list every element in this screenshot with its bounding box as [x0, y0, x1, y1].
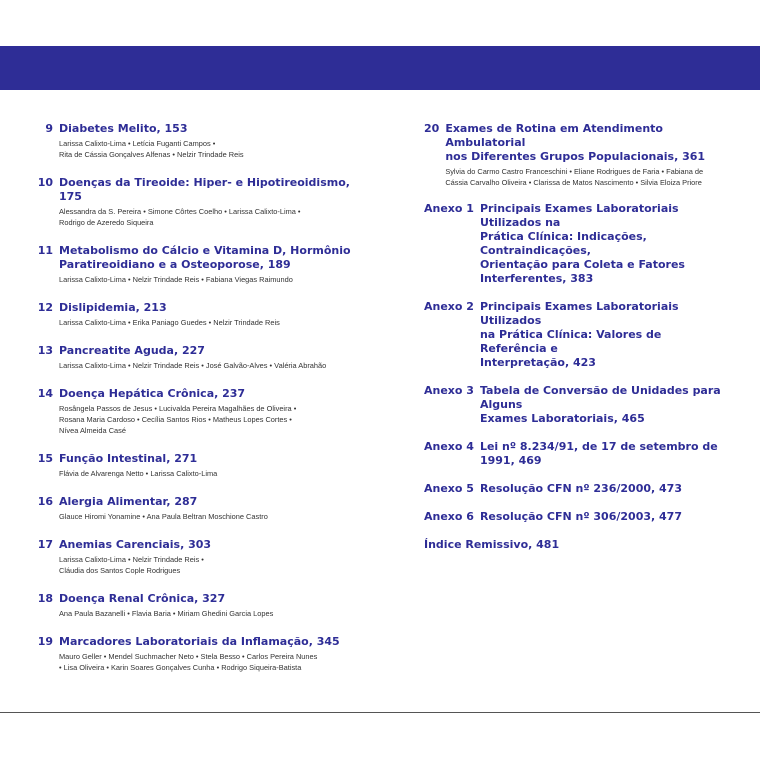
toc-entry[interactable] — [33, 301, 363, 328]
chapter-authors: Larissa Calixto-Lima • Letícia Fuganti Campos • Rita de Cássia Gonçalves Alfenas • Nelzir Trindade Reis — [59, 139, 244, 159]
toc-entry[interactable] — [33, 387, 363, 436]
toc-entry[interactable] — [33, 495, 363, 522]
bottom-divider — [0, 712, 760, 713]
chapter-number: 16 — [37, 495, 53, 508]
chapter-authors: Flávia de Alvarenga Netto • Larissa Calixto-Lima — [59, 469, 218, 478]
chapter-title[interactable]: Alergia Alimentar, 287 — [59, 495, 198, 508]
annex-number: Anexo 5 — [424, 482, 474, 495]
chapter-title[interactable]: Exames de Rotina em Atendimento Ambulatorial nos Diferentes Grupos Populacionais, 361 — [445, 122, 706, 163]
chapter-number: 14 — [37, 387, 53, 400]
annex-number: Anexo 4 — [424, 440, 474, 453]
chapter-number: 12 — [37, 301, 53, 314]
annex-title[interactable]: Resolução CFN nº 236/2000, 473 — [479, 482, 682, 495]
toc-entry[interactable] — [33, 176, 363, 228]
chapter-title[interactable]: Diabetes Melito, 153 — [59, 122, 188, 135]
chapter-title[interactable]: Doenças da Tireoide: Hiper- e Hipotireoidismo, 175 — [59, 176, 350, 203]
annex-number: Anexo 6 — [424, 510, 474, 523]
chapter-title[interactable]: Função Intestinal, 271 — [59, 452, 198, 465]
toc-entry-annex[interactable] — [424, 510, 724, 524]
annex-title[interactable]: Resolução CFN nº 306/2003, 477 — [479, 510, 682, 523]
chapter-number: 13 — [37, 344, 53, 357]
index-title[interactable]: Índice Remissivo, 481 — [424, 538, 560, 551]
chapter-title[interactable]: Metabolismo do Cálcio e Vitamina D, Hormônio Paratireoidiano e a Osteoporose, 189 — [59, 244, 351, 271]
toc-entry[interactable] — [33, 244, 363, 285]
chapter-authors: Larissa Calixto-Lima • Nelzir Trindade Reis • Cláudia dos Santos Cople Rodrigues — [59, 555, 204, 575]
annex-number: Anexo 3 — [424, 384, 474, 397]
header-band — [0, 46, 760, 90]
chapter-number: 15 — [37, 452, 53, 465]
toc-entry-annex[interactable] — [424, 202, 724, 286]
toc-entry[interactable] — [33, 452, 363, 479]
toc-entry-annex[interactable] — [424, 384, 724, 426]
toc-entry[interactable] — [424, 122, 724, 188]
annex-title[interactable]: Tabela de Conversão de Unidades para Alguns Exames Laboratoriais, 465 — [479, 384, 721, 425]
chapter-title[interactable]: Anemias Carenciais, 303 — [59, 538, 212, 551]
chapter-authors: Larissa Calixto-Lima • Nelzir Trindade Reis • José Galvão-Alves • Valéria Abrahão — [59, 361, 327, 370]
chapter-number: 18 — [37, 592, 53, 605]
toc-entry-index[interactable] — [424, 538, 724, 552]
toc-entry[interactable] — [33, 592, 363, 619]
annex-title[interactable]: Principais Exames Laboratoriais Utilizados na Prática Clínica: Indicações, Contraindicações, Orientação para Coleta e Fatores Interferentes, 383 — [479, 202, 685, 285]
toc-entry-annex[interactable] — [424, 300, 724, 370]
annex-number: Anexo 1 — [424, 202, 474, 215]
chapter-title[interactable]: Doença Hepática Crônica, 237 — [59, 387, 246, 400]
toc-entry-annex[interactable] — [424, 440, 724, 468]
toc-entry[interactable] — [33, 538, 363, 576]
annex-number: Anexo 2 — [424, 300, 474, 313]
chapter-number: 20 — [424, 122, 440, 135]
chapter-authors: Sylvia do Carmo Castro Franceschini • Eliane Rodrigues de Faria • Fabiana de Cássia Carvalho Oliveira • Clarissa de Matos Nascimento • Silvia Eloiza Priore — [445, 167, 704, 187]
chapter-authors: Ana Paula Bazanelli • Flavia Baria • Miriam Ghedini Garcia Lopes — [59, 609, 274, 618]
chapter-number: 19 — [37, 635, 53, 648]
toc-right-column — [424, 122, 724, 552]
chapter-title[interactable]: Marcadores Laboratoriais da Inflamação, 345 — [59, 635, 340, 648]
chapter-number: 10 — [37, 176, 53, 189]
chapter-title[interactable]: Doença Renal Crônica, 327 — [59, 592, 226, 605]
annex-title[interactable]: Lei nº 8.234/91, de 17 de setembro de 1991, 469 — [479, 440, 718, 467]
chapter-authors: Glauce Hiromi Yonamine • Ana Paula Beltran Moschione Castro — [59, 512, 268, 521]
toc-entry[interactable] — [33, 344, 363, 371]
annex-title[interactable]: Principais Exames Laboratoriais Utilizados na Prática Clínica: Valores de Referência e Interpretação, 423 — [479, 300, 679, 369]
chapter-number: 11 — [37, 244, 53, 257]
toc-entry-annex[interactable] — [424, 482, 724, 496]
chapter-number: 17 — [37, 538, 53, 551]
chapter-authors: Alessandra da S. Pereira • Simone Côrtes Coelho • Larissa Calixto-Lima • Rodrigo de Azeredo Siqueira — [59, 207, 301, 227]
chapter-title[interactable]: Dislipidemia, 213 — [59, 301, 167, 314]
chapter-authors: Larissa Calixto-Lima • Nelzir Trindade Reis • Fabiana Viegas Raimundo — [59, 275, 293, 284]
chapter-title[interactable]: Pancreatite Aguda, 227 — [59, 344, 205, 357]
chapter-number: 9 — [45, 122, 53, 135]
toc-left-column — [33, 122, 363, 673]
chapter-authors: Rosângela Passos de Jesus • Lucivalda Pereira Magalhães de Oliveira • Rosana Maria Cardoso • Cecília Santos Rios • Matheus Lopes Cortes • Nívea Almeida Casé — [59, 404, 297, 435]
toc-entry[interactable] — [33, 635, 363, 673]
chapter-authors: Larissa Calixto-Lima • Erika Paniago Guedes • Nelzir Trindade Reis — [59, 318, 280, 327]
chapter-authors: Mauro Geller • Mendel Suchmacher Neto • Stela Besso • Carlos Pereira Nunes • Lisa Oliveira • Karin Soares Gonçalves Cunha • Rodrigo Siqueira-Batista — [59, 652, 318, 672]
toc-entry[interactable] — [33, 122, 363, 160]
